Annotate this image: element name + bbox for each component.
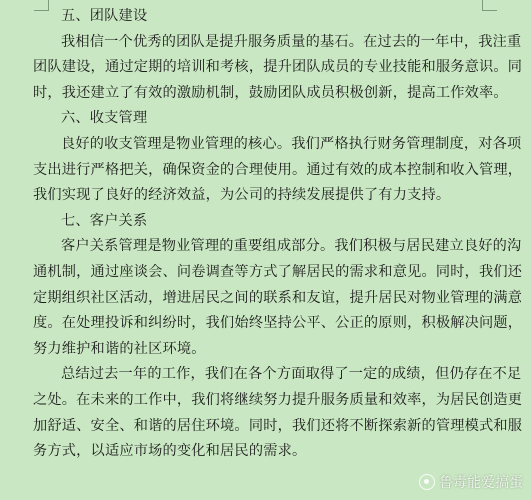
watermark-text: 鲁毒能爱搞蛋 <box>439 475 523 491</box>
section-heading-customer: 七、客户关系 <box>61 212 148 229</box>
paragraph-customer <box>33 234 523 362</box>
section-heading-team: 五、团队建设 <box>61 8 148 24</box>
paragraph-summary <box>33 362 523 464</box>
paragraph-line: 总结过去一年的工作，我们在各个方面取得了一定的成绩，但仍存在不足 <box>61 366 522 383</box>
paragraph-line: 度。在处理投诉和纠纷时，我们始终坚持公平、公正的原则，积极解决问题， <box>33 315 523 332</box>
paragraph-team <box>33 30 523 107</box>
paragraph-line: 良好的收支管理是物业管理的核心。我们严格执行财务管理制度，对各项 <box>61 135 522 152</box>
paragraph-line: 团队建设，通过定期的培训和考核，提升团队成员的专业技能和服务意识。同 <box>33 59 523 76</box>
paragraph-line: 定期组织社区活动，增进居民之间的联系和友谊，提升居民对物业管理的满意 <box>33 289 523 306</box>
paragraph-line: 通机制，通过座谈会、问卷调查等方式了解居民的需求和意见。同时，我们还 <box>33 263 523 280</box>
paragraph-line: 加舒适、安全、和谐的居住环境。同时，我们还将不断探索新的管理模式和服 <box>33 417 523 434</box>
paragraph-line: 时，我还建立了有效的激励机制，鼓励团队成员积极创新，提高工作效率。 <box>33 84 508 101</box>
paragraph-finance <box>33 132 523 209</box>
document-body <box>33 4 523 465</box>
section-heading-finance: 六、收支管理 <box>61 110 148 127</box>
watermark <box>419 472 523 492</box>
paragraph-line: 我们实现了良好的经济效益，为公司的持续发展提供了有力支持。 <box>33 187 451 204</box>
paragraph-line: 务方式，以适应市场的变化和居民的需求。 <box>33 443 307 460</box>
paragraph-line: 支出进行严格把关，确保资金的合理使用。通过有效的成本控制和收入管理， <box>33 161 523 178</box>
paragraph-line: 之处。在未来的工作中，我们将继续努力提升服务质量和效率，为居民创造更 <box>33 391 523 408</box>
camera-circle-icon <box>419 474 435 490</box>
paragraph-line: 努力维护和谐的社区环境。 <box>33 340 206 357</box>
paragraph-line: 我相信一个优秀的团队是提升服务质量的基石。在过去的一年中，我注重 <box>61 33 522 50</box>
paragraph-line: 客户关系管理是物业管理的重要组成部分。我们积极与居民建立良好的沟 <box>61 238 522 255</box>
